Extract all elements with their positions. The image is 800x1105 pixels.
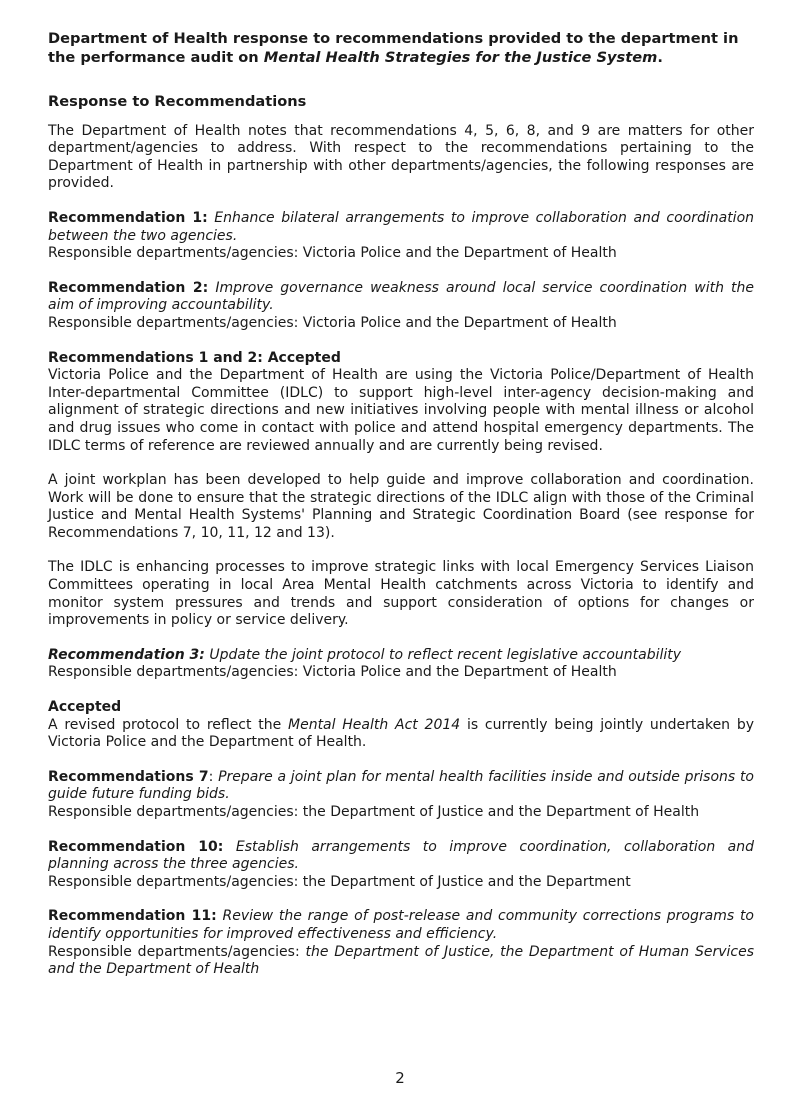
recommendation-11-responsible-agencies: the Department of Justice, the Department of Human Services and the Department of Health — [48, 943, 754, 978]
intro-paragraph: The Department of Health notes that recommendations 4, 5, 6, 8, and 9 are matters for other department/agencies to address. With respect to the recommendations pertaining to the Department of Health in partnership with other departments/agencies, the following responses are provided. — [48, 122, 754, 192]
recommendation-7-text: Prepare a joint plan for mental health facilities inside and outside prisons to guide future funding bids. — [48, 768, 754, 803]
recommendation-2-text: Improve governance weakness around local service coordination with the aim of improving accountability. — [48, 279, 755, 314]
recommendation-3-label: Recommendation 3: — [48, 646, 205, 663]
recommendation-2 — [48, 280, 754, 333]
response-1-2 — [48, 350, 754, 456]
recommendation-7-responsible: Responsible departments/agencies: the Department of Justice and the Department of Health — [48, 804, 700, 820]
recommendation-1-text: Enhance bilateral arrangements to improve collaboration and coordination between the two agencies. — [48, 209, 755, 244]
response-1-2-paragraph-1: Victoria Police and the Department of Health are using the Victoria Police/Department of Health Inter-departmental Committee (IDLC) to support high-level inter-agency decision-making and alignment of strategic directions and new initiatives involving people with mental illness or alcohol and drug issues who come in contact with police and attend hospital emergency departments. The IDLC terms of reference are reviewed annually and are currently being revised. — [48, 367, 754, 454]
recommendation-11 — [48, 908, 754, 978]
recommendation-10-responsible: Responsible departments/agencies: the Department of Justice and the Department — [48, 873, 631, 890]
response-1-2-paragraph-2: A joint workplan has been developed to help guide and improve collaboration and coordination. Work will be done to ensure that the strategic directions of the IDLC align with those of the Criminal Justice and Mental Health Systems' Planning and Strategic Coordination Board (see response for Recommendations 7, 10, 11, 12 and 13). — [48, 472, 754, 541]
recommendation-7-label: Recommendations 7 — [48, 768, 209, 785]
heading-period: . — [657, 48, 663, 66]
recommendation-11-responsible-prefix: Responsible departments/agencies: — [48, 943, 306, 960]
response-3-label: Accepted — [48, 699, 122, 716]
response-3-text-start: A revised protocol to reflect the — [48, 716, 288, 733]
recommendation-11-label: Recommendation 11: — [48, 908, 217, 925]
response-3-text-end: is currently being jointly undertaken by Victoria Police and the Department of Health. — [48, 716, 754, 751]
recommendation-7-colon: : — [208, 768, 214, 785]
recommendation-1 — [48, 210, 754, 263]
recommendation-3 — [48, 647, 754, 682]
response-1-2-paragraph-3: The IDLC is enhancing processes to improve strategic links with local Emergency Services Liaison Committees operating in local Area Mental Health catchments across Victoria to identify and monitor system pressures and trends and support consideration of options for changes or improvements in policy or service delivery. — [48, 559, 754, 629]
recommendation-7 — [48, 769, 754, 822]
recommendation-10 — [48, 839, 754, 892]
page-number: 2 — [395, 1069, 405, 1087]
recommendation-1-label: Recommendation 1: — [48, 209, 208, 226]
document-page — [48, 30, 754, 996]
response-1-2-label: Recommendations 1 and 2: Accepted — [48, 349, 341, 366]
recommendation-2-label: Recommendation 2: — [48, 279, 209, 296]
recommendation-1-responsible: Responsible departments/agencies: Victoria Police and the Department of Health — [48, 245, 617, 262]
recommendation-3-text: Update the joint protocol to reflect recent legislative accountability — [209, 646, 682, 663]
recommendation-10-text: Establish arrangements to improve coordination, collaboration and planning across the three agencies. — [48, 838, 754, 873]
section-title: Response to Recommendations — [48, 93, 307, 110]
heading-text: Department of Health response to recommendations provided to the department in the performance audit on — [48, 30, 739, 66]
recommendation-10-label: Recommendation 10: — [48, 838, 224, 855]
heading-report-title: Mental Health Strategies for the Justice System — [263, 48, 658, 66]
recommendation-2-responsible: Responsible departments/agencies: Victoria Police and the Department of Health — [48, 314, 617, 331]
response-3-act-name: Mental Health Act 2014 — [288, 716, 461, 733]
recommendation-3-responsible: Responsible departments/agencies: Victoria Police and the Department of Health — [48, 664, 617, 681]
response-3 — [48, 699, 754, 752]
recommendation-11-text: Review the range of post-release and community corrections programs to identify opportunities for improved effectiveness and efficiency. — [48, 908, 754, 942]
document-heading — [48, 30, 754, 67]
